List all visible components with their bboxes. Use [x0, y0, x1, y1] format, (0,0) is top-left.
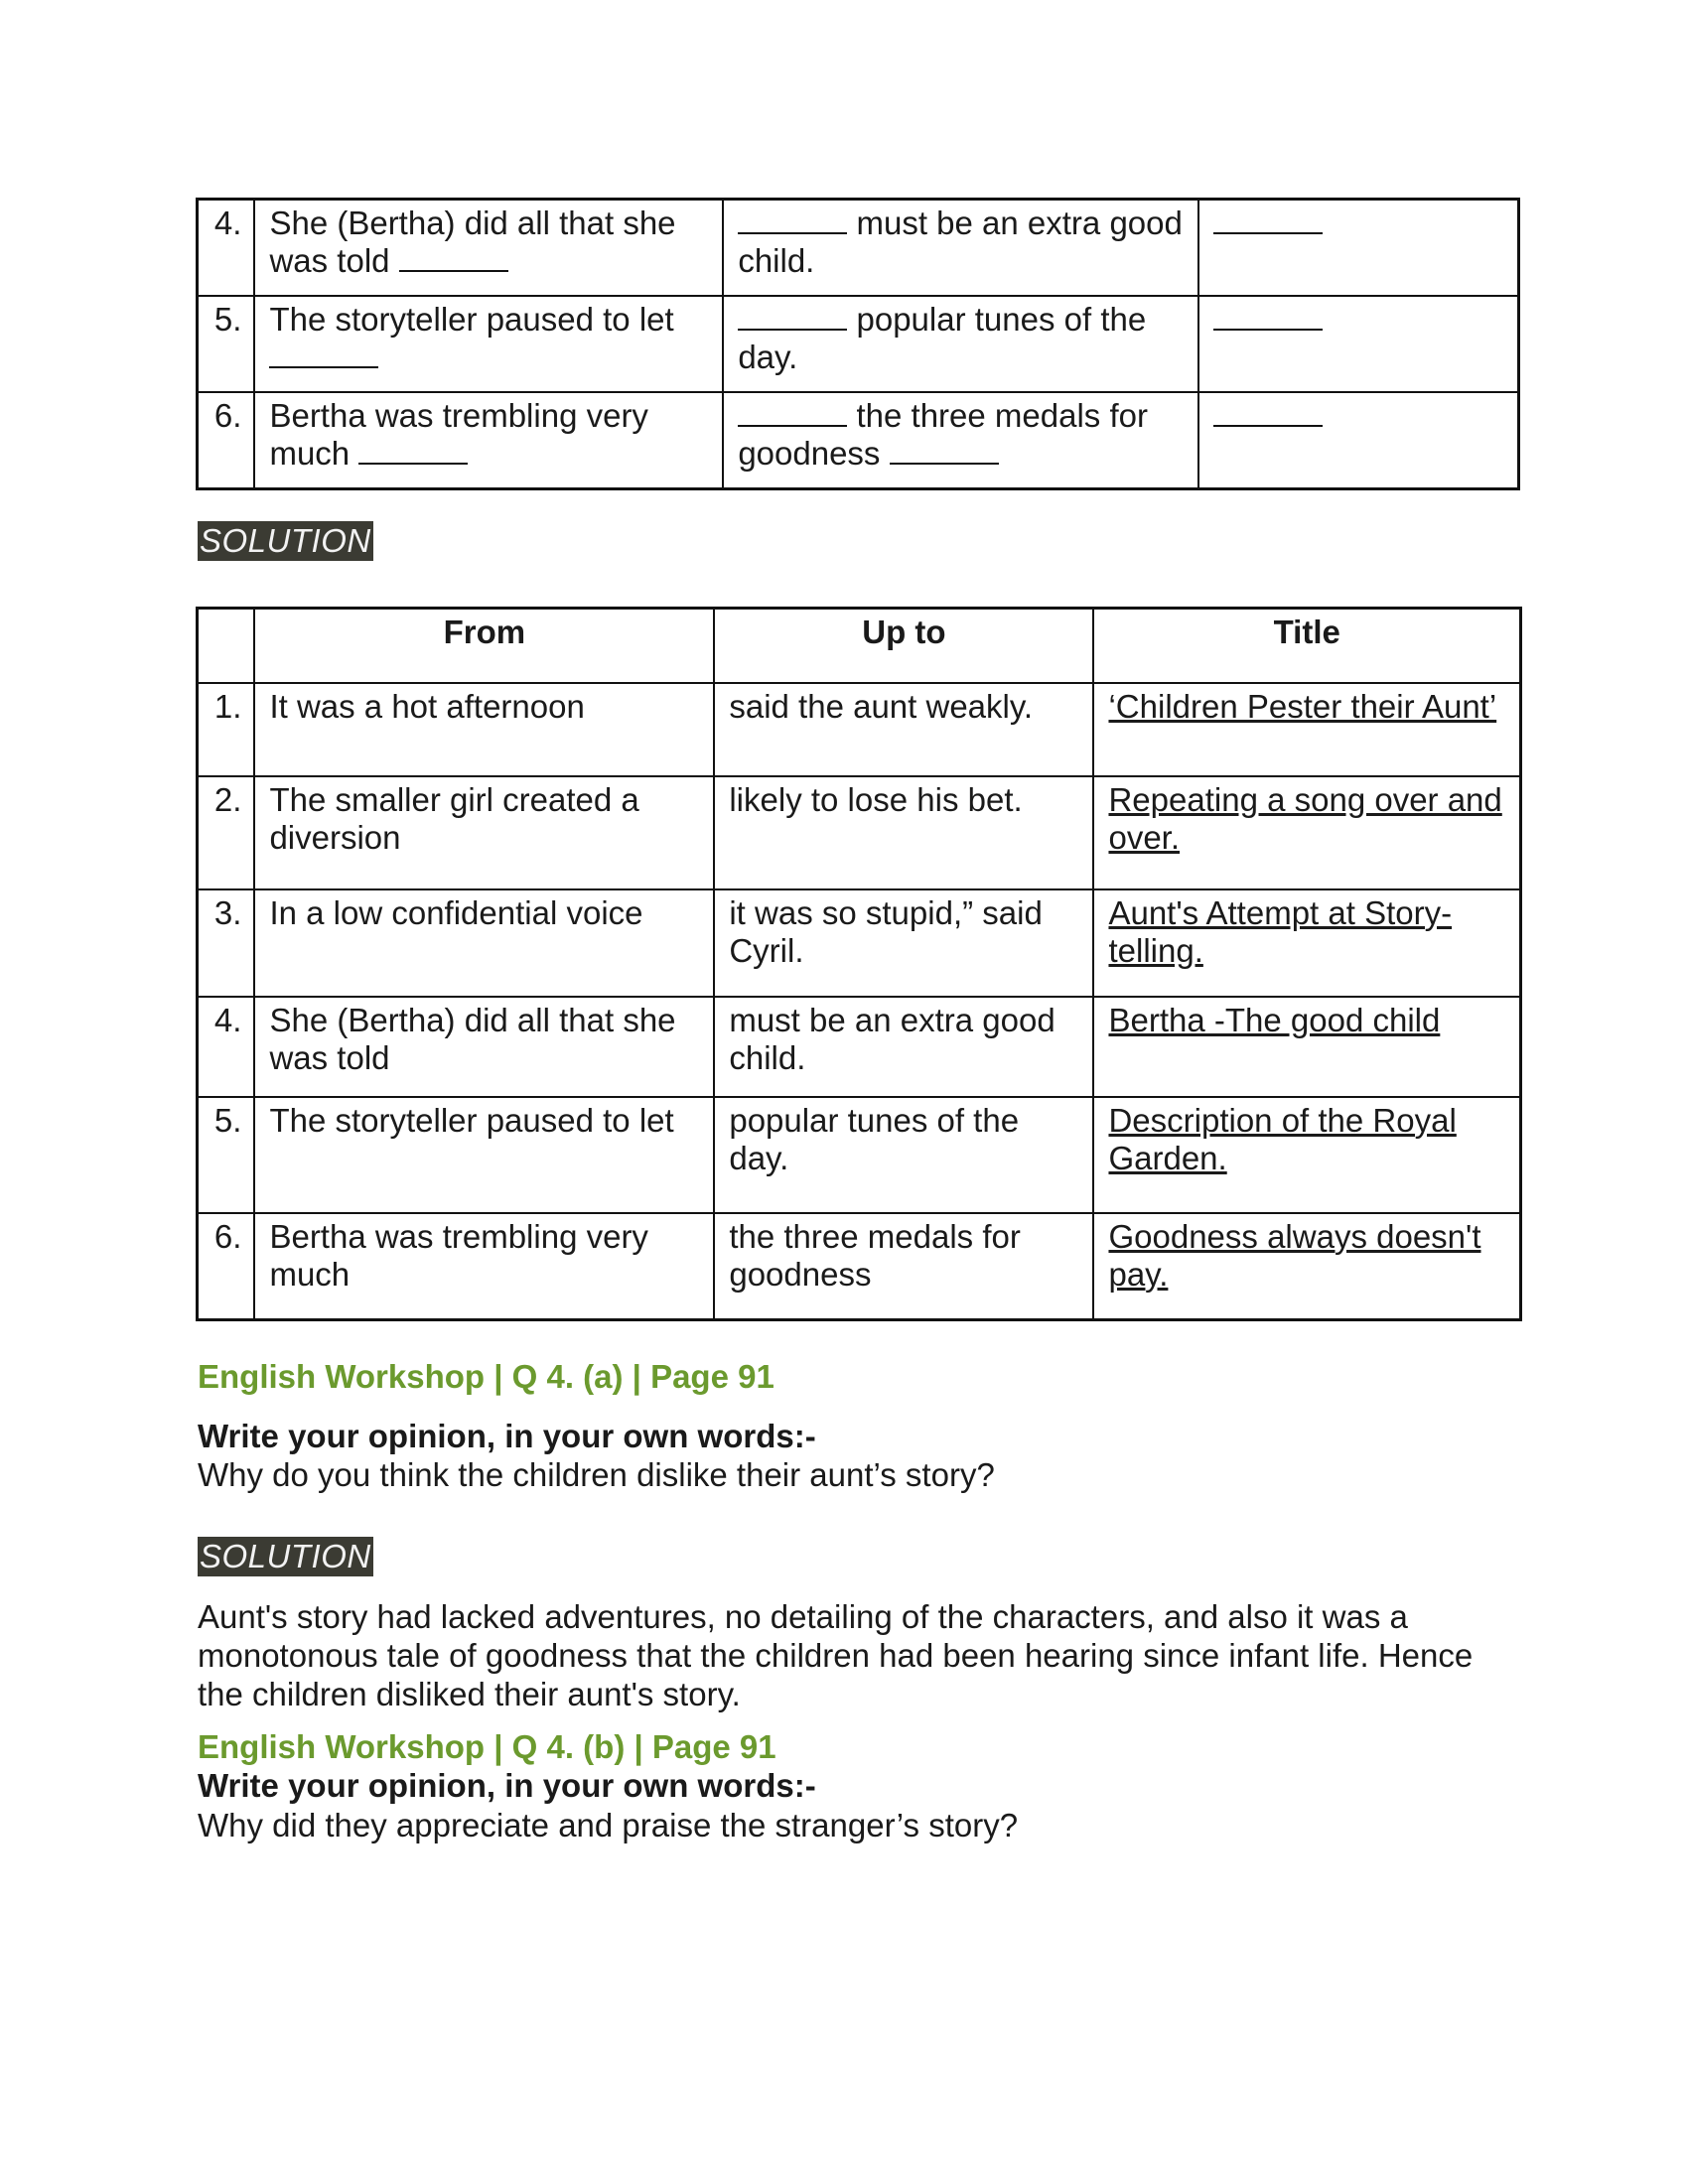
workshop-heading-a: English Workshop | Q 4. (a) | Page 91 — [198, 1358, 774, 1395]
row-number: 2. — [198, 776, 255, 889]
upto-cell — [723, 392, 1198, 489]
answer-a: Aunt's story had lacked adventures, no detailing of the characters, and also it was a monotonous tale of goodness that the children had been hearing since infant life. Hence the children disliked their aunt's story. — [198, 1598, 1474, 1712]
blank-line — [1213, 397, 1323, 427]
blank-line — [738, 301, 847, 331]
upto-cell: said the aunt weakly. — [714, 683, 1093, 776]
instruction-a: Write your opinion, in your own words:- — [198, 1418, 816, 1454]
upto-cell: must be an extra good child. — [714, 997, 1093, 1097]
blank-line — [358, 435, 468, 465]
from-text: Bertha was trembling very much — [269, 397, 648, 472]
instruction-b: Write your opinion, in your own words:- — [198, 1767, 816, 1804]
table-row — [198, 1213, 1521, 1320]
title-cell: Goodness always doesn't pay. — [1093, 1213, 1520, 1320]
blank-line — [738, 205, 847, 234]
solution-table — [196, 607, 1522, 1321]
from-cell: The storyteller paused to let — [254, 1097, 714, 1213]
blank-line — [399, 242, 508, 272]
from-cell — [254, 200, 723, 297]
title-cell: ‘Children Pester their Aunt’ — [1093, 683, 1520, 776]
title-cell — [1198, 200, 1518, 297]
row-number: 1. — [198, 683, 255, 776]
from-cell: Bertha was trembling very much — [254, 1213, 714, 1320]
solution-badge: SOLUTION — [200, 1538, 371, 1574]
row-number: 5. — [198, 296, 255, 392]
from-cell: The smaller girl created a diversion — [254, 776, 714, 889]
table-row — [198, 997, 1521, 1097]
table-row — [198, 889, 1521, 997]
upto-text: the three medals for goodness — [738, 397, 1148, 472]
question-b: Why did they appreciate and praise the stranger’s story? — [198, 1807, 1019, 1843]
title-cell — [1198, 296, 1518, 392]
row-number: 6. — [198, 1213, 255, 1320]
row-number: 3. — [198, 889, 255, 997]
upto-cell — [723, 200, 1198, 297]
from-cell: It was a hot afternoon — [254, 683, 714, 776]
blank-line — [1213, 205, 1323, 234]
table-row — [198, 776, 1521, 889]
blank-line — [890, 435, 999, 465]
title-cell: Repeating a song over and over. — [1093, 776, 1520, 889]
header-from: From — [254, 609, 714, 683]
workshop-heading-b: English Workshop | Q 4. (b) | Page 91 — [198, 1728, 776, 1765]
blank-line — [738, 397, 847, 427]
upto-text: popular tunes of the day. — [738, 301, 1147, 375]
blank-line — [269, 339, 378, 368]
from-text: She (Bertha) did all that she was told — [269, 205, 676, 279]
table-row — [198, 1097, 1521, 1213]
header-title: Title — [1093, 609, 1520, 683]
table-row — [198, 296, 1519, 392]
table-row — [198, 392, 1519, 489]
row-number: 4. — [198, 997, 255, 1097]
title-cell: Bertha -The good child — [1093, 997, 1520, 1097]
title-cell — [1198, 392, 1518, 489]
upto-cell: the three medals for goodness — [714, 1213, 1093, 1320]
table-row — [198, 683, 1521, 776]
row-number: 6. — [198, 392, 255, 489]
exercise-table — [196, 198, 1520, 490]
upto-cell — [723, 296, 1198, 392]
upto-cell: popular tunes of the day. — [714, 1097, 1093, 1213]
upto-cell: likely to lose his bet. — [714, 776, 1093, 889]
from-cell: In a low confidential voice — [254, 889, 714, 997]
header-num — [198, 609, 255, 683]
title-cell: Aunt's Attempt at Story-telling. — [1093, 889, 1520, 997]
from-cell — [254, 296, 723, 392]
upto-text: must be an extra good child. — [738, 205, 1183, 279]
from-cell: She (Bertha) did all that she was told — [254, 997, 714, 1097]
row-number: 4. — [198, 200, 255, 297]
table-row — [198, 200, 1519, 297]
row-number: 5. — [198, 1097, 255, 1213]
solution-badge: SOLUTION — [200, 522, 371, 559]
header-upto: Up to — [714, 609, 1093, 683]
upto-cell: it was so stupid,” said Cyril. — [714, 889, 1093, 997]
title-cell: Description of the Royal Garden. — [1093, 1097, 1520, 1213]
from-text: The storyteller paused to let — [269, 301, 674, 338]
table-header-row — [198, 609, 1521, 683]
question-a: Why do you think the children dislike their aunt’s story? — [198, 1456, 995, 1493]
from-cell — [254, 392, 723, 489]
blank-line — [1213, 301, 1323, 331]
